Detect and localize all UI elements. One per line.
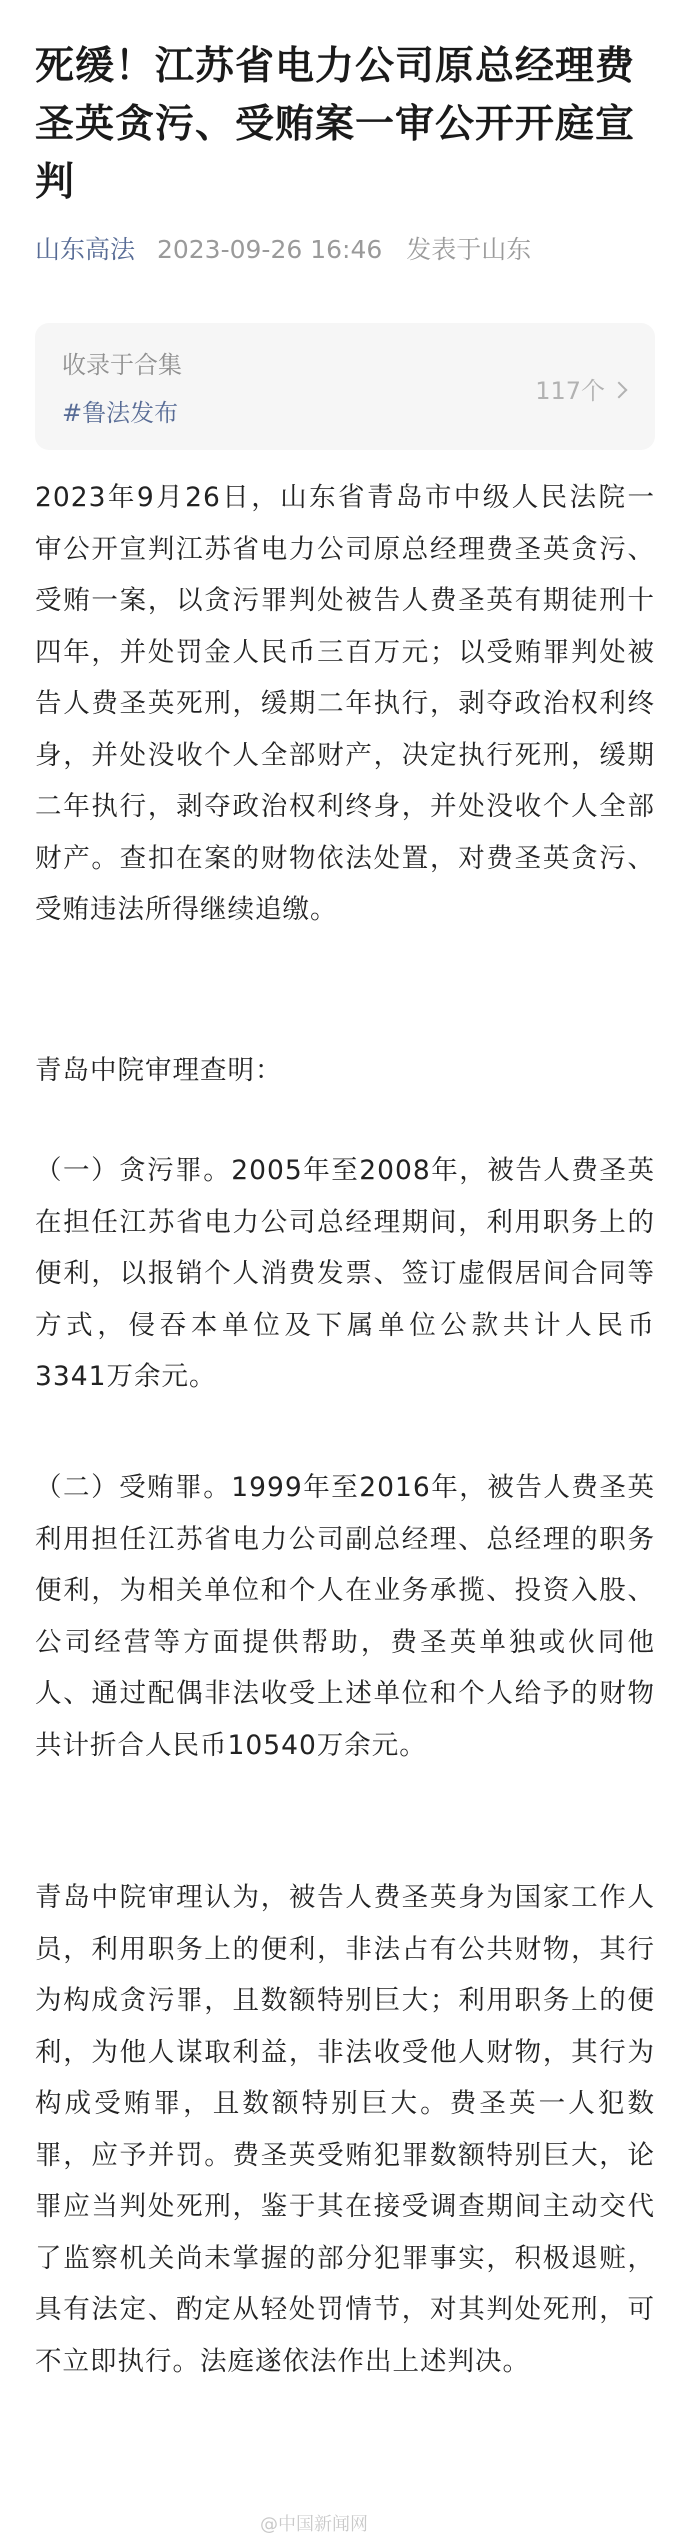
paragraph-findings-heading: 青岛中院审理查明：: [35, 1055, 283, 1086]
collection-count: [535, 371, 625, 406]
chevron-right-icon: [611, 382, 628, 399]
paragraph-embezzlement: （一）贪污罪。2005年至2008年，被告人费圣英在担任江苏省电力公司总经理期间，利用职务上的便利，以报销个人消费发票、签订虚假居间合同等方式，侵吞本单位及下属单位公款共计人民币3341万余元。: [35, 1155, 655, 1392]
watermark: @中国新闻网: [260, 2514, 368, 2535]
collection-count-text: 117个: [535, 377, 605, 405]
paragraph-court-opinion: 青岛中院审理认为，被告人费圣英身为国家工作人员，利用职务上的便利，非法占有公共财物，其行为构成贪污罪，且数额特别巨大；利用职务上的便利，为他人谋取利益，非法收受他人财物，其行为构成受贿罪，且数额特别巨大。费圣英一人犯数罪，应予并罚。费圣英受贿犯罪数额特别巨大，论罪应当判处死刑，鉴于其在接受调查期间主动交代了监察机关尚未掌握的部分犯罪事实，积极退赃，具有法定、酌定从轻处罚情节，对其判处死刑，可不立即执行。法庭遂依法作出上述判决。: [35, 1882, 655, 2377]
collection-label: 收录于合集: [62, 351, 182, 379]
article-meta: [35, 233, 531, 267]
publish-location: 发表于山东: [406, 235, 532, 264]
author-link[interactable]: 山东高法: [35, 235, 136, 264]
paragraph-bribery: （二）受贿罪。1999年至2016年，被告人费圣英利用担任江苏省电力公司副总经理、总经理的职务便利，为相关单位和个人在业务承揽、投资入股、公司经营等方面提供帮助，费圣英单独或伙同他人、通过配偶非法收受上述单位和个人给予的财物共计折合人民币10540万余元。: [35, 1472, 655, 1761]
collection-tag[interactable]: #鲁法发布: [62, 399, 179, 427]
collection-card[interactable]: [35, 323, 655, 450]
paragraph-verdict-summary: 2023年9月26日，山东省青岛市中级人民法院一审公开宣判江苏省电力公司原总经理费圣英贪污、受贿一案，以贪污罪判处被告人费圣英有期徒刑十四年，并处罚金人民币三百万元；以受贿罪判处被告人费圣英死刑，缓期二年执行，剥夺政治权利终身，并处没收个人全部财产，决定执行死刑，缓期二年执行，剥夺政治权利终身，并处没收个人全部财产。查扣在案的财物依法处置，对费圣英贪污、受贿违法所得继续追缴。: [35, 482, 655, 925]
publish-date: 2023-09-26 16:46: [156, 235, 383, 264]
article-title: 死缓！江苏省电力公司原总经理费圣英贪污、受贿案一审公开开庭宣判: [35, 44, 636, 205]
